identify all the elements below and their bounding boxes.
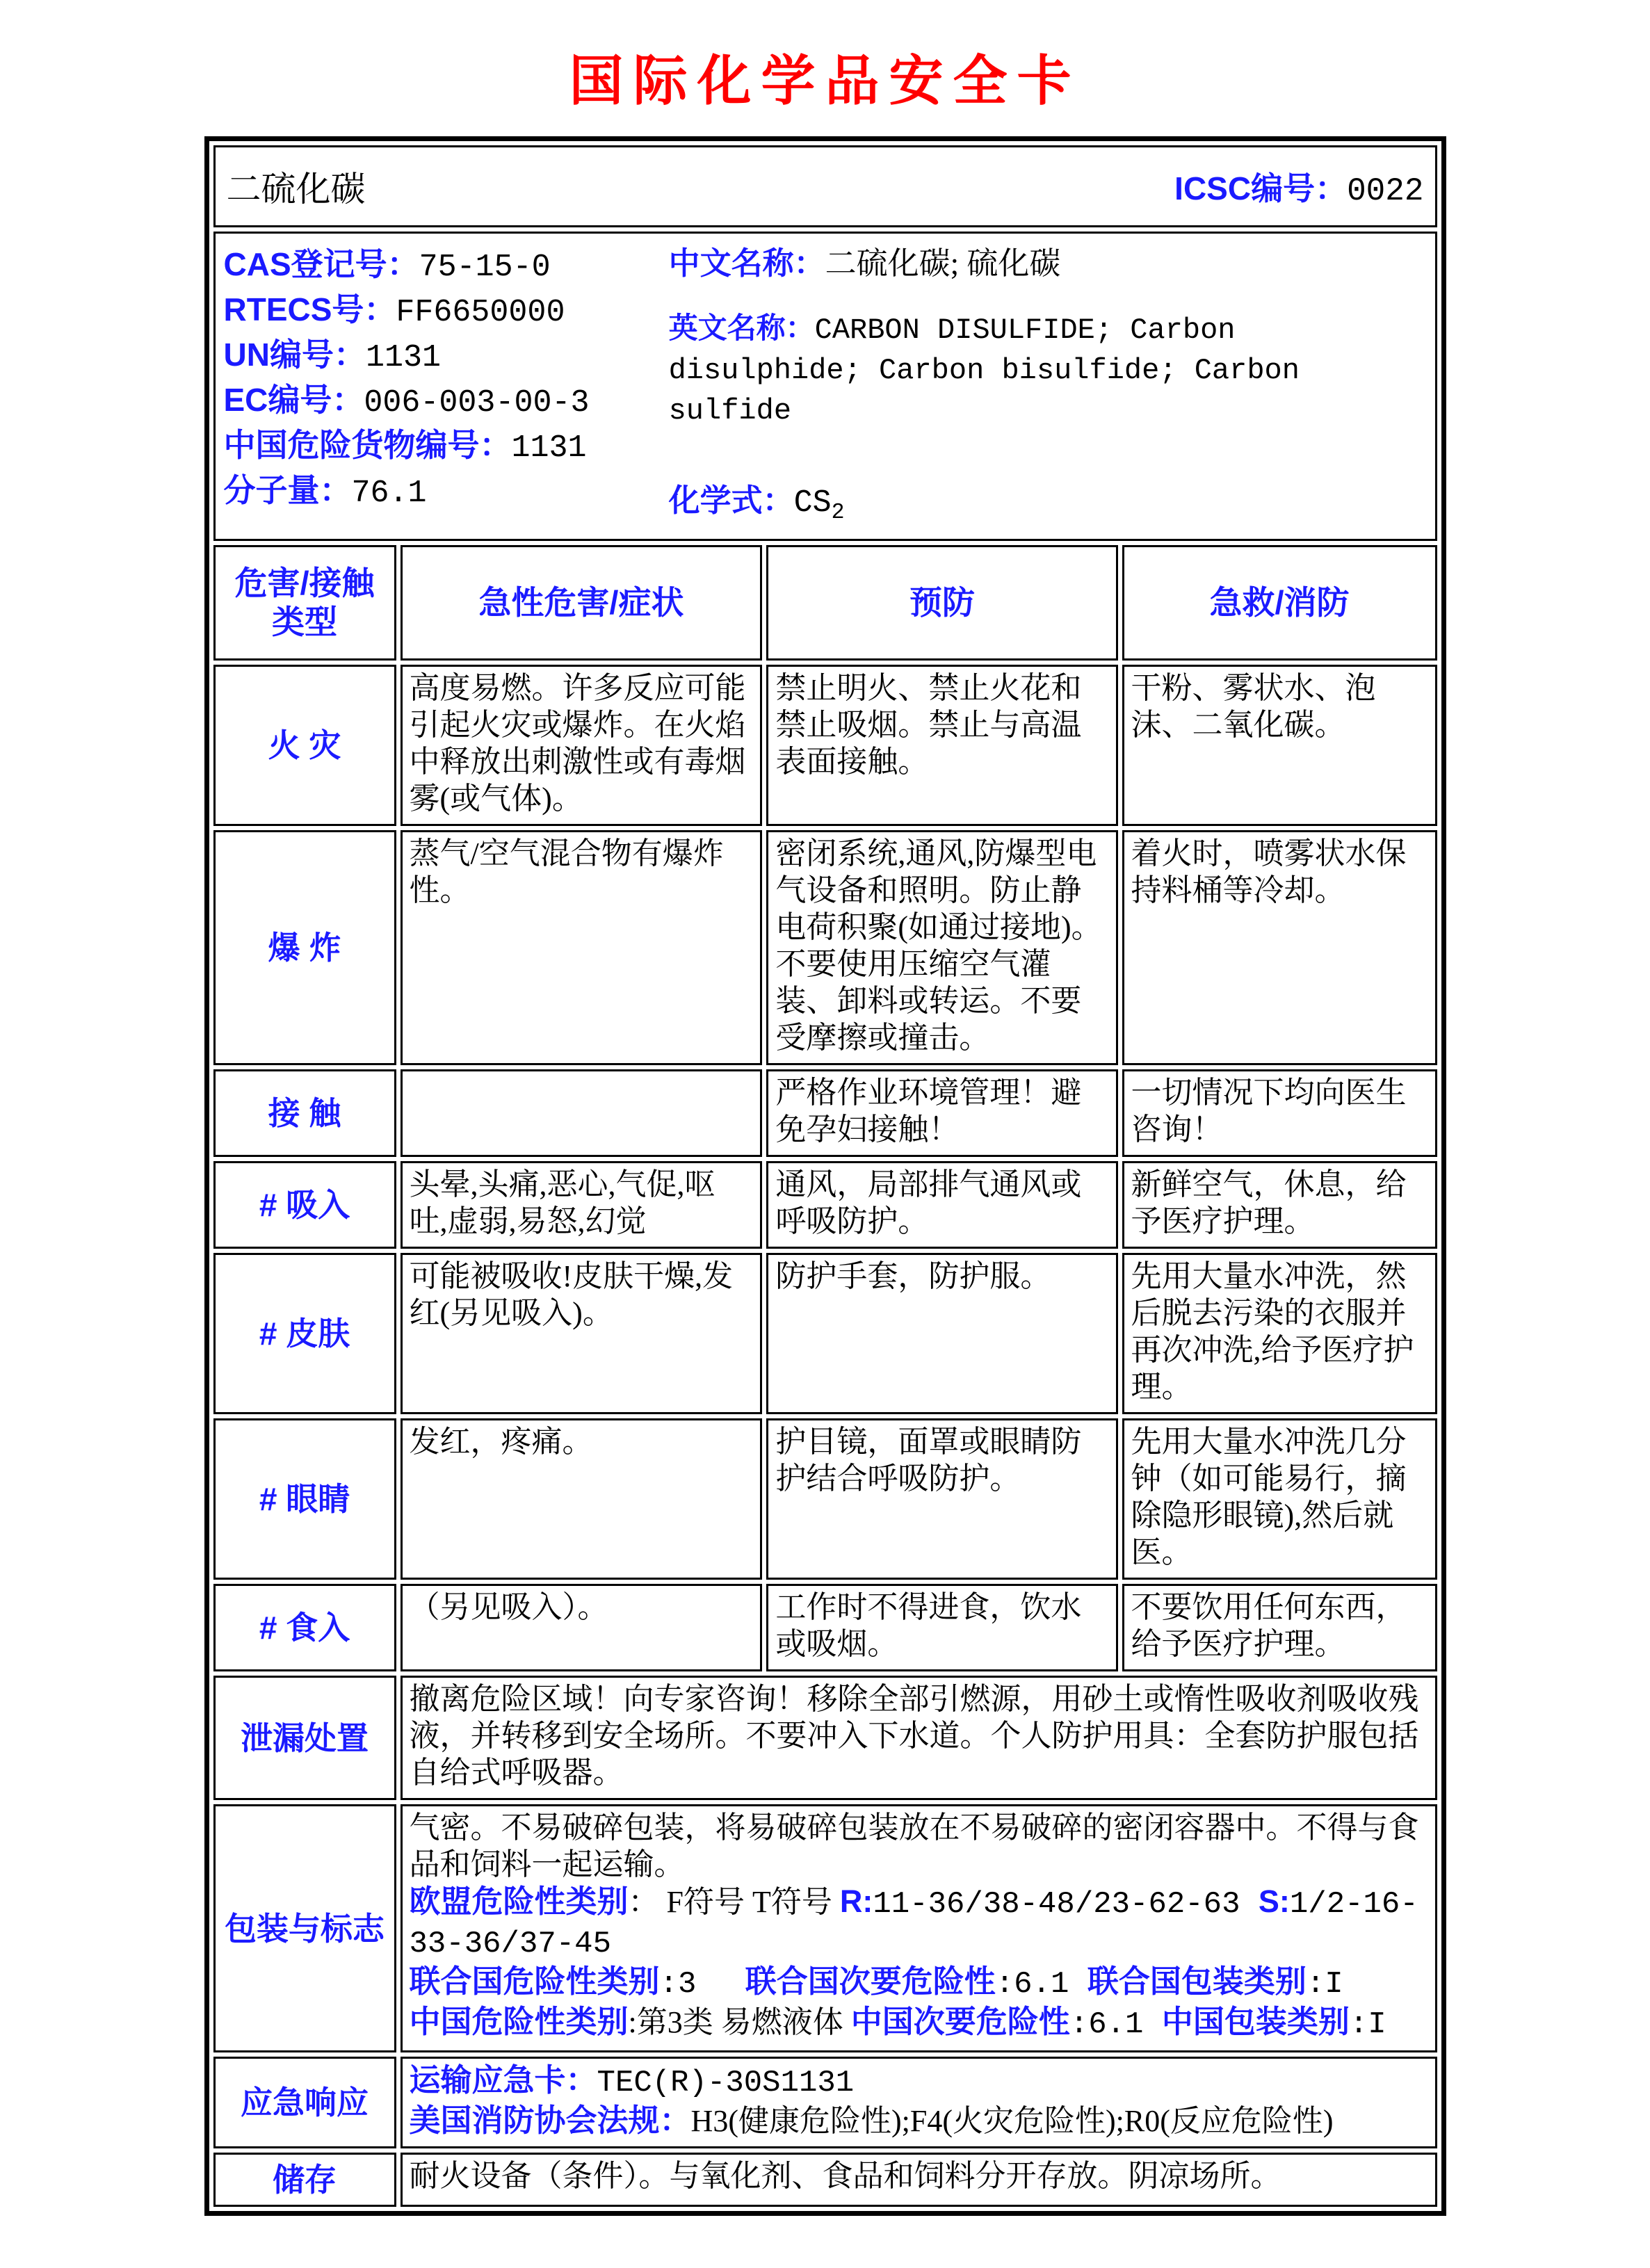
packaging-labelling-segment: 11-36/38-48/23-62-63 bbox=[873, 1887, 1259, 1922]
spill-disposal-content bbox=[401, 1676, 1437, 1800]
un-number-value: 1131 bbox=[365, 340, 441, 375]
icsc-table bbox=[209, 141, 1441, 2211]
formula-line bbox=[669, 475, 1427, 525]
spill-disposal-line-0 bbox=[410, 1680, 1428, 1791]
first-aid-cell-fire: 干粉、雾状水、泡沫、二氧化碳。 bbox=[1122, 665, 1437, 826]
first-aid-cell-inhalation: 新鲜空气，休息，给予医疗护理。 bbox=[1122, 1161, 1437, 1249]
hazard-row-explosion bbox=[213, 830, 1437, 1065]
ec-number-label: EC编号： bbox=[223, 382, 364, 418]
prevention-cell-exposure: 严格作业环境管理！避免孕妇接触！ bbox=[766, 1069, 1117, 1157]
rtecs-number-value: FF6650000 bbox=[396, 295, 565, 330]
emergency-response-segment: TEC(R)-30S1131 bbox=[597, 2066, 855, 2100]
formula-label: 化学式： bbox=[668, 483, 794, 518]
first-aid-cell-ingestion: 不要饮用任何东西，给予医疗护理。 bbox=[1122, 1584, 1437, 1671]
prevention-cell-eyes: 护目镜，面罩或眼睛防护结合呼吸防护。 bbox=[766, 1418, 1117, 1580]
chinese-name-value: 二硫化碳; 硫化碳 bbox=[825, 246, 1061, 281]
un-number-label: UN编号： bbox=[223, 337, 366, 373]
rtecs-number-label: RTECS号： bbox=[223, 291, 396, 327]
china-dg-number-line bbox=[224, 424, 669, 469]
symptoms-cell-explosion: 蒸气/空气混合物有爆炸性。 bbox=[401, 830, 763, 1065]
emergency-response-line-0 bbox=[410, 2062, 1428, 2102]
first-aid-cell-exposure: 一切情况下均向医生咨询！ bbox=[1122, 1069, 1437, 1157]
cas-number-line bbox=[224, 243, 669, 289]
packaging-labelling-segment: 欧盟危险性类别 bbox=[409, 1884, 629, 1919]
row-emergency-response bbox=[213, 2057, 1437, 2148]
first-aid-cell-explosion: 着火时，喷雾状水保持料桶等冷却。 bbox=[1122, 830, 1437, 1065]
ec-number-value: 006-003-00-3 bbox=[364, 385, 590, 421]
storage-label: 储存 bbox=[213, 2153, 396, 2207]
hazard-label-inhalation: # 吸入 bbox=[213, 1161, 396, 1249]
symptoms-cell-ingestion: （另见吸入）。 bbox=[401, 1584, 763, 1671]
symptoms-cell-exposure bbox=[401, 1069, 763, 1157]
hazard-row-fire bbox=[213, 665, 1437, 826]
symptoms-cell-eyes: 发红，疼痛。 bbox=[401, 1418, 763, 1580]
un-number-line bbox=[224, 334, 669, 379]
english-name-value: CARBON DISULFIDE; Carbon disulphide; Carbon bisulfide; Carbon sulfide bbox=[668, 314, 1300, 428]
packaging-labelling-label: 包装与标志 bbox=[213, 1804, 396, 2052]
cas-number-label: CAS登记号： bbox=[223, 246, 419, 282]
packaging-labelling-segment: 联合国危险性类别 bbox=[409, 1963, 660, 1999]
storage-segment: 耐火设备（条件）。与氧化剂、食品和饲料分开存放。阴凉场所。 bbox=[409, 2159, 1281, 2193]
hazard-header-row bbox=[213, 545, 1437, 661]
packaging-labelling-segment: :3 bbox=[659, 1967, 745, 2002]
packaging-labelling-segment: :6.1 bbox=[1069, 2007, 1162, 2042]
spill-disposal-label: 泄漏处置 bbox=[213, 1676, 396, 1800]
packaging-labelling-segment: ： F符号 T符号 bbox=[628, 1885, 840, 1919]
molecular-weight-line bbox=[224, 469, 669, 515]
rtecs-number-line bbox=[224, 289, 669, 334]
english-name-label: 英文名称： bbox=[668, 311, 815, 344]
china-dg-number-label: 中国危险货物编号： bbox=[223, 427, 512, 463]
china-dg-number-value: 1131 bbox=[511, 430, 587, 466]
packaging-labelling-line-2 bbox=[410, 1963, 1428, 2003]
packaging-labelling-segment: :I bbox=[1306, 1967, 1343, 2002]
packaging-labelling-segment: 联合国次要危险性 bbox=[745, 1963, 996, 1999]
ec-number-line bbox=[224, 379, 669, 424]
row-packaging-labelling bbox=[213, 1804, 1437, 2052]
spill-disposal-segment: 撤离危险区域！向专家咨询！移除全部引燃源，用砂土或惰性吸收剂吸收残液，并转移到安全场所。不要冲入下水道。个人防护用具：全套防护服包括自给式呼吸器。 bbox=[409, 1682, 1419, 1790]
packaging-labelling-segment: 中国次要危险性 bbox=[850, 2004, 1070, 2039]
icsc-number-value: 0022 bbox=[1347, 173, 1424, 209]
emergency-response-label: 应急响应 bbox=[213, 2057, 396, 2148]
prevention-cell-fire: 禁止明火、禁止火花和禁止吸烟。禁止与高温表面接触。 bbox=[766, 665, 1117, 826]
molecular-weight-value: 76.1 bbox=[351, 476, 427, 511]
identification-cell bbox=[213, 232, 1437, 541]
icsc-number bbox=[1174, 163, 1423, 209]
icsc-number-label: ICSC编号： bbox=[1174, 170, 1348, 206]
cas-number-value: 75-15-0 bbox=[419, 250, 551, 285]
symptoms-cell-inhalation: 头晕,头痛,恶心,气促,呕吐,虚弱,易怒,幻觉 bbox=[401, 1161, 763, 1249]
prevention-cell-explosion: 密闭系统,通风,防爆型电气设备和照明。防止静电荷积聚(如通过接地)。不要使用压缩空气灌装、卸料或转运。不要受摩擦或撞击。 bbox=[766, 830, 1117, 1065]
header-prevention: 预防 bbox=[766, 545, 1117, 661]
symptoms-cell-fire: 高度易燃。许多反应可能引起火灾或爆炸。在火焰中释放出刺激性或有毒烟雾(或气体)。 bbox=[401, 665, 763, 826]
storage-content bbox=[401, 2153, 1437, 2207]
emergency-response-segment: 美国消防协会法规： bbox=[409, 2103, 691, 2138]
formula-value: $CS_2$ bbox=[793, 485, 845, 525]
packaging-labelling-segment: :第3类 易燃液体 bbox=[628, 2005, 851, 2039]
safety-card bbox=[204, 136, 1446, 2216]
packaging-labelling-line-3 bbox=[410, 2003, 1428, 2043]
row-spill-disposal bbox=[213, 1676, 1437, 1800]
packaging-labelling-segment: S: bbox=[1258, 1884, 1290, 1919]
emergency-response-content bbox=[401, 2057, 1437, 2148]
packaging-labelling-segment: 气密。不易破碎包装，将易破碎包装放在不易破碎的密闭容器中。不得与食品和饲料一起运输。 bbox=[409, 1811, 1419, 1881]
hazard-label-fire: 火 灾 bbox=[213, 665, 396, 826]
emergency-response-segment: H3(健康危险性);F4(火灾危险性);R0(反应危险性) bbox=[690, 2104, 1334, 2138]
packaging-labelling-segment: :I bbox=[1349, 2007, 1386, 2042]
header-acute-symptoms: 急性危害/症状 bbox=[401, 545, 763, 661]
hazard-label-explosion: 爆 炸 bbox=[213, 830, 396, 1065]
first-aid-cell-skin: 先用大量水冲洗，然后脱去污染的衣服并再次冲洗,给予医疗护理。 bbox=[1122, 1253, 1437, 1414]
packaging-labelling-segment: 中国包装类别 bbox=[1161, 2004, 1350, 2039]
page-title: 国际化学品安全卡 bbox=[569, 51, 1081, 111]
title-band-cell bbox=[213, 145, 1437, 227]
hazard-row-inhalation bbox=[213, 1161, 1437, 1249]
packaging-labelling-segment: 中国危险性类别 bbox=[409, 2004, 629, 2039]
packaging-labelling-content bbox=[401, 1804, 1437, 2052]
identification-left-column bbox=[224, 243, 669, 525]
hazard-row-eyes bbox=[213, 1418, 1437, 1580]
chinese-name-label: 中文名称： bbox=[668, 245, 825, 281]
hazard-label-eyes: # 眼睛 bbox=[213, 1418, 396, 1580]
chinese-name-line bbox=[669, 243, 1427, 284]
emergency-response-line-1 bbox=[410, 2102, 1428, 2139]
hazard-label-exposure: 接 触 bbox=[213, 1069, 396, 1157]
row-storage bbox=[213, 2153, 1437, 2207]
packaging-labelling-segment: 联合国包装类别 bbox=[1087, 1963, 1307, 1999]
hazard-row-ingestion bbox=[213, 1584, 1437, 1671]
storage-line-0 bbox=[410, 2157, 1428, 2194]
packaging-labelling-line-1 bbox=[410, 1883, 1428, 1963]
first-aid-cell-eyes: 先用大量水冲洗几分钟（如可能易行，摘除隐形眼镜),然后就医。 bbox=[1122, 1418, 1437, 1580]
header-hazard-type: 危害/接触 类型 bbox=[213, 545, 396, 661]
title-band-row bbox=[213, 145, 1437, 227]
identification-right-column bbox=[669, 243, 1427, 525]
packaging-labelling-segment: R: bbox=[839, 1884, 873, 1919]
prevention-cell-ingestion: 工作时不得进食，饮水或吸烟。 bbox=[766, 1584, 1117, 1671]
hazard-row-skin bbox=[213, 1253, 1437, 1414]
packaging-labelling-line-0 bbox=[410, 1809, 1428, 1883]
packaging-labelling-segment: 1/2-16-33-36/37-45 bbox=[409, 1887, 1418, 1961]
symptoms-cell-skin: 可能被吸收!皮肤干燥,发红(另见吸入)。 bbox=[401, 1253, 763, 1414]
chemical-name: 二硫化碳 bbox=[226, 170, 366, 209]
hazard-label-ingestion: # 食入 bbox=[213, 1584, 396, 1671]
prevention-cell-inhalation: 通风，局部排气通风或呼吸防护。 bbox=[766, 1161, 1117, 1249]
prevention-cell-skin: 防护手套，防护服。 bbox=[766, 1253, 1117, 1414]
molecular-weight-label: 分子量： bbox=[223, 472, 352, 508]
identification-row bbox=[213, 232, 1437, 541]
hazard-row-exposure bbox=[213, 1069, 1437, 1157]
emergency-response-segment: 运输应急卡： bbox=[409, 2062, 597, 2098]
header-first-aid: 急救/消防 bbox=[1122, 545, 1437, 661]
hazard-label-skin: # 皮肤 bbox=[213, 1253, 396, 1414]
packaging-labelling-segment: :6.1 bbox=[995, 1967, 1087, 2002]
english-name-line bbox=[669, 309, 1427, 430]
